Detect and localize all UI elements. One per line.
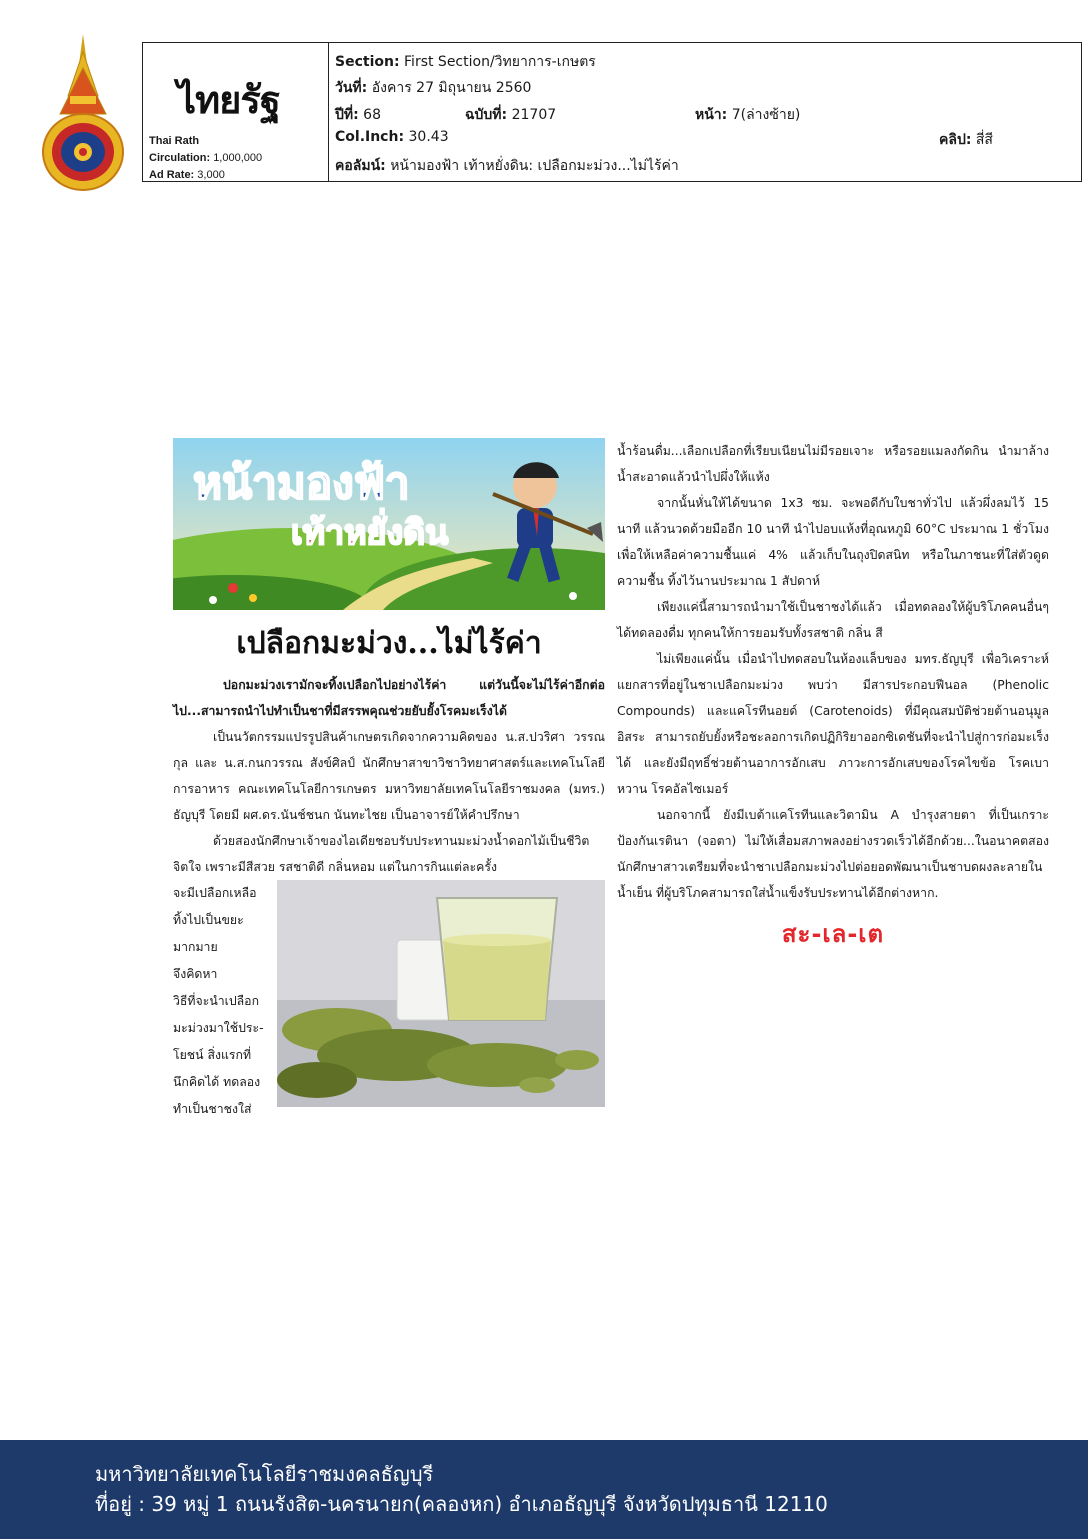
year-row bbox=[335, 104, 381, 126]
article-paragraph-2: ด้วยสองนักศึกษาเจ้าของไอเดียชอบรับประทานมะม่วงน้ำดอกไม้เป็นชีวิตจิตใจ เพราะมีสีสวย รสชาติดี กลิ่นหอม แต่ในการกินแต่ละครั้ง bbox=[173, 834, 590, 874]
paper-english-name: Thai Rath bbox=[149, 135, 200, 147]
date-label: วันที่: bbox=[335, 80, 368, 96]
section-row bbox=[335, 51, 596, 73]
author-byline: สะ-เล-เต bbox=[781, 920, 885, 948]
adrate-value: 3,000 bbox=[197, 169, 225, 181]
wrapped-line: มากมาย bbox=[173, 940, 218, 954]
banner-title: หน้ามองฟ้า bbox=[193, 458, 410, 509]
wrapped-line: โยชน์ สิ่งแรกที่ bbox=[173, 1048, 252, 1062]
issue-row bbox=[465, 104, 556, 126]
section-label: Section: bbox=[335, 54, 400, 70]
newspaper-logo: ไทยรัฐ bbox=[177, 78, 280, 122]
wrapped-line: มะม่วงมาใช้ประ- bbox=[173, 1021, 264, 1035]
clipping-header bbox=[142, 42, 1082, 182]
university-name: มหาวิทยาลัยเทคโนโลยีราชมงคลธัญบุรี bbox=[95, 1462, 434, 1486]
adrate-label: Ad Rate: bbox=[149, 169, 195, 181]
column-value: หน้ามองฟ้า เท้าหยั่งดิน: เปลือกมะม่วง...ไม่ไร้ค่า bbox=[390, 158, 679, 174]
article-paragraph-4: จากนั้นหั่นให้ได้ขนาด 1x3 ซม. จะพอดีกับใบชาทั่วไป แล้วผึ่งลมไว้ 15 นาที แล้วนวดด้วยมืออีก 10 นาที นำไปอบแห้งที่อุณหภูมิ 60°C ประมาณ 1 ชั่วโมง เพื่อให้เหลือค่าความชื้นแค่ 4% แล้วเก็บในถุงปิดสนิท หรือในภาชนะที่ใส่ตัวดูดความชื้น ทิ้งไว้นานประมาณ 1 สัปดาห์ bbox=[617, 496, 1049, 588]
university-emblem bbox=[40, 34, 126, 194]
column-row bbox=[335, 155, 679, 177]
colinch-row bbox=[335, 129, 449, 145]
wrapped-line: ทำเป็นชาชงใส่ bbox=[173, 1102, 252, 1116]
wrapped-line: จะมีเปลือกเหลือ bbox=[173, 886, 257, 900]
article-paragraph-7: นอกจากนี้ ยังมีเบต้าแคโรทีนและวิตามิน A บำรุงสายตา ที่เป็นเกราะป้องกันเรตินา (จอตา) ไม่ให้เสื่อมสภาพลงอย่างรวดเร็วได้อีกด้วย...ในอนาคตสองนักศึกษาสาวเตรียมที่จะนำชาเปลือกมะม่วงไปต่อยอดพัฒนาเป็นชาบดผงละลายในน้ำเย็น ที่ผู้บริโภคสามารถใส่น้ำแข็งรับประทานได้อีกต่างหาก. bbox=[617, 808, 1049, 900]
circulation-value: 1,000,000 bbox=[213, 152, 263, 164]
year-value: 68 bbox=[363, 107, 381, 123]
column-banner bbox=[173, 438, 605, 610]
wrapped-line: วิธีที่จะนำเปลือก bbox=[173, 994, 260, 1008]
page-label: หน้า: bbox=[695, 107, 728, 123]
wrapped-line: จึงคิดหา bbox=[173, 967, 218, 981]
banner-subtitle: เท้าหยั่งดิน bbox=[291, 513, 449, 553]
date-row bbox=[335, 77, 531, 99]
article-paragraph-5: เพียงแค่นี้สามารถนำมาใช้เป็นชาชงได้แล้ว เมื่อทดลองให้ผู้บริโภคคนอื่นๆได้ทดลองดื่ม ทุกคนให้การยอมรับทั้งรสชาติ กลิ่น สี bbox=[617, 600, 1049, 640]
university-address: ที่อยู่ : 39 หมู่ 1 ถนนรังสิต-นครนายก(คลองหก) อำเภอธัญบุรี จังหวัดปทุมธานี 12110 bbox=[95, 1492, 828, 1516]
colinch-value: 30.43 bbox=[408, 129, 449, 145]
article-paragraph-3: น้ำร้อนดื่ม...เลือกเปลือกที่เรียบเนียนไม่มีรอยเจาะ หรือรอยแมลงกัดกิน นำมาล้างน้ำสะอาดแล้วนำไปผึ่งให้แห้ง bbox=[617, 444, 1049, 484]
text-photo-row bbox=[173, 880, 605, 1116]
university-footer bbox=[0, 1440, 1088, 1539]
article-paragraph-6: ไม่เพียงแค่นั้น เมื่อนำไปทดสอบในห้องแล็บของ มทร.ธัญบุรี เพื่อวิเคราะห์แยกสารที่อยู่ในชาเปลือกมะม่วง พบว่า มีสารประกอบฟีนอล (Phenolic Compounds) และแคโรทีนอยด์ (Carotenoids) ที่มีคุณสมบัติช่วยต้านอนุมูลอิสระ สามารถยับยั้งหรือชะลอการเกิดปฏิกิริยาออกซิเดชันที่จะนำไปสู่การก่อมะเร็งได้ และยังมีฤทธิ์ช่วยต้านอาการอักเสบ ภาวะการอักเสบของโรคไขข้อ โรคเบาหวาน โรคอัลไซเมอร์ bbox=[617, 652, 1049, 796]
page-value: 7(ล่างซ้าย) bbox=[731, 107, 801, 123]
colinch-label: Col.Inch: bbox=[335, 129, 405, 145]
year-label: ปีที่: bbox=[335, 107, 359, 123]
clip-row bbox=[939, 129, 993, 151]
circulation-label: Circulation: bbox=[149, 152, 211, 164]
article-right-column bbox=[617, 438, 1049, 953]
article-left-column bbox=[173, 620, 605, 1116]
newspaper-meta bbox=[149, 133, 262, 184]
article-headline: เปลือกมะม่วง...ไม่ไร้ค่า bbox=[236, 626, 542, 661]
clip-label: คลิป: bbox=[939, 132, 972, 148]
newspaper-info bbox=[143, 43, 329, 181]
page-row bbox=[695, 104, 800, 126]
date-value: อังคาร 27 มิถุนายน 2560 bbox=[371, 80, 532, 96]
column-label: คอลัมน์: bbox=[335, 158, 386, 174]
mango-peel-tea-photo bbox=[277, 880, 605, 1107]
wrapped-line: ทิ้งไปเป็นขยะ bbox=[173, 913, 244, 927]
clipping-details bbox=[329, 43, 1081, 181]
article-lead: ปอกมะม่วงเรามักจะทิ้งเปลือกไปอย่างไร้ค่า แต่วันนี้จะไม่ไร้ค่าอีกต่อไป...สามารถนำไปทำเป็นชาที่มีสรรพคุณช่วยยับยั้งโรคมะเร็งได้ bbox=[173, 678, 605, 718]
section-value: First Section/วิทยาการ-เกษตร bbox=[404, 54, 596, 70]
wrapped-line: นึกคิดได้ ทดลอง bbox=[173, 1075, 261, 1089]
clip-value: สี่สี bbox=[975, 132, 993, 148]
issue-label: ฉบับที่: bbox=[465, 107, 508, 123]
wrapped-text bbox=[173, 880, 273, 1123]
issue-value: 21707 bbox=[511, 107, 557, 123]
article-paragraph-1: เป็นนวัตกรรมแปรรูปสินค้าเกษตรเกิดจากความคิดของ น.ส.ปวริศา วรรณกุล และ น.ส.กนกวรรณ สังข์ศิลป์ นักศึกษาสาขาวิชาวิทยาศาสตร์และเทคโนโลยีการอาหาร คณะเทคโนโลยีการเกษตร มหาวิทยาลัยเทคโนโลยีราชมงคล (มทร.) ธัญบุรี โดยมี ผศ.ดร.นันช์ชนก นันทะไชย เป็นอาจารย์ให้คำปรึกษา bbox=[173, 730, 605, 822]
